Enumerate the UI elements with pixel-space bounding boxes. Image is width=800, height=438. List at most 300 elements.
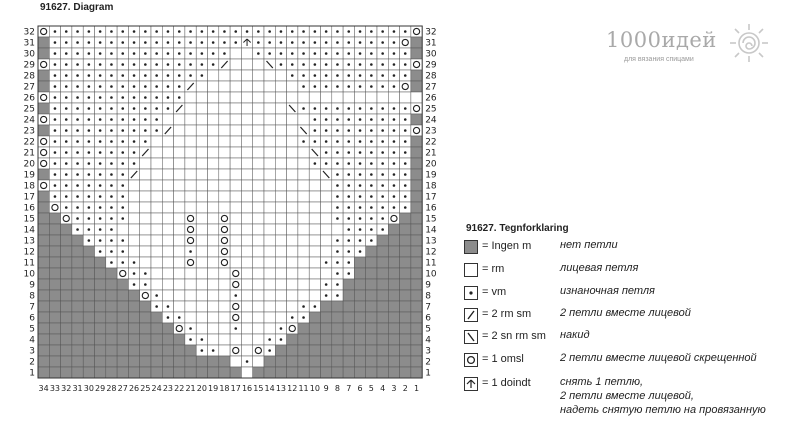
chart-cell (275, 103, 286, 114)
chart-cell (377, 268, 388, 279)
chart-cell (309, 356, 320, 367)
row-label-left: 10 (23, 269, 35, 280)
purl-dot (336, 118, 339, 121)
row-label-right: 14 (425, 225, 437, 236)
chart-cell (140, 356, 151, 367)
purl-dot (167, 85, 170, 88)
purl-dot (76, 140, 79, 143)
chart-cell (354, 323, 365, 334)
purl-dot (336, 41, 339, 44)
chart-cell (38, 312, 49, 323)
chart-cell (219, 158, 230, 169)
chart-cell (366, 301, 377, 312)
purl-dot (178, 30, 181, 33)
purl-dot (110, 63, 113, 66)
chart-cell (332, 367, 343, 378)
column-label: 23 (162, 384, 174, 393)
chart-cell (174, 147, 185, 158)
purl-dot (76, 74, 79, 77)
chart-cell (411, 279, 422, 290)
chart-cell (38, 235, 49, 246)
chart-cell (275, 191, 286, 202)
column-label: 10 (309, 384, 320, 393)
purl-dot (133, 162, 136, 165)
chart-cell (298, 158, 309, 169)
chart-cell (208, 257, 219, 268)
chart-cell (95, 312, 106, 323)
purl-dot (144, 107, 147, 110)
chart-cell (185, 202, 196, 213)
purl-dot (54, 30, 57, 33)
purl-dot (370, 63, 373, 66)
purl-dot (381, 41, 384, 44)
row-label-right: 3 (425, 346, 431, 357)
purl-dot (280, 41, 283, 44)
chart-cell (208, 202, 219, 213)
chart-cell (275, 246, 286, 257)
column-label: 18 (219, 384, 230, 393)
purl-dot (133, 261, 136, 264)
grey-square-icon (464, 240, 478, 254)
purl-dot (359, 151, 362, 154)
purl-dot (65, 85, 68, 88)
chart-cell (95, 301, 106, 312)
purl-dot (121, 162, 124, 165)
chart-cell (230, 136, 241, 147)
column-label: 12 (287, 384, 298, 393)
column-label: 13 (275, 384, 287, 393)
chart-cell (230, 235, 241, 246)
chart-cell (241, 114, 252, 125)
chart-cell (241, 235, 252, 246)
chart-cell (275, 202, 286, 213)
chart-cell (140, 367, 151, 378)
purl-dot (76, 107, 79, 110)
purl-dot (88, 239, 91, 242)
chart-cell (196, 180, 207, 191)
chart-cell (343, 290, 354, 301)
chart-cell (140, 191, 151, 202)
chart-cell (309, 290, 320, 301)
chart-cell (377, 235, 388, 246)
chart-cell (343, 92, 354, 103)
chart-cell (275, 158, 286, 169)
chart-cell (377, 367, 388, 378)
purl-dot (99, 96, 102, 99)
purl-dot (381, 107, 384, 110)
chart-cell (162, 246, 173, 257)
purl-dot (144, 85, 147, 88)
purl-dot (201, 74, 204, 77)
chart-cell (287, 81, 298, 92)
chart-cell (72, 268, 83, 279)
purl-dot (167, 52, 170, 55)
chart-cell (411, 147, 422, 158)
chart-cell (287, 279, 298, 290)
chart-cell (321, 92, 332, 103)
chart-cell (38, 356, 49, 367)
chart-cell (388, 356, 399, 367)
row-label-left: 5 (29, 324, 35, 335)
chart-cell (298, 345, 309, 356)
chart-cell (411, 257, 422, 268)
chart-cell (151, 279, 162, 290)
purl-dot (88, 107, 91, 110)
chart-cell (309, 202, 320, 213)
purl-dot (325, 151, 328, 154)
chart-cell (241, 268, 252, 279)
chart-cell (411, 334, 422, 345)
purl-dot (347, 41, 350, 44)
purl-dot (144, 74, 147, 77)
doindt-square-icon (464, 377, 478, 391)
chart-cell (411, 323, 422, 334)
chart-cell (411, 356, 422, 367)
purl-dot (133, 41, 136, 44)
chart-cell (219, 356, 230, 367)
purl-dot (121, 206, 124, 209)
chart-cell (241, 312, 252, 323)
chart-cell (83, 290, 94, 301)
purl-dot (381, 228, 384, 231)
chart-cell (128, 345, 139, 356)
chart-cell (83, 301, 94, 312)
purl-dot (144, 118, 147, 121)
chart-cell (174, 213, 185, 224)
purl-dot (347, 261, 350, 264)
chart-cell (128, 323, 139, 334)
column-label: 4 (380, 384, 386, 393)
row-label-left: 3 (29, 346, 35, 357)
chart-cell (309, 323, 320, 334)
purl-dot (178, 96, 181, 99)
chart-cell (321, 301, 332, 312)
purl-dot (370, 85, 373, 88)
purl-dot (121, 107, 124, 110)
chart-cell (377, 323, 388, 334)
purl-dot (370, 217, 373, 220)
column-label: 21 (185, 384, 196, 393)
chart-cell (377, 301, 388, 312)
chart-cell (140, 345, 151, 356)
chart-cell (38, 257, 49, 268)
chart-cell (287, 356, 298, 367)
chart-cell (241, 334, 252, 345)
purl-dot (65, 52, 68, 55)
chart-cell (230, 246, 241, 257)
chart-cell (185, 345, 196, 356)
chart-cell (117, 367, 128, 378)
chart-cell (264, 224, 275, 235)
chart-cell (72, 257, 83, 268)
chart-cell (411, 367, 422, 378)
chart-cell (83, 334, 94, 345)
chart-cell (241, 147, 252, 158)
chart-cell (400, 279, 411, 290)
purl-dot (178, 74, 181, 77)
chart-cell (287, 246, 298, 257)
chart-cell (309, 92, 320, 103)
chart-cell (95, 334, 106, 345)
purl-dot (280, 63, 283, 66)
chart-cell (287, 345, 298, 356)
row-label-right: 24 (425, 115, 437, 126)
purl-dot (381, 173, 384, 176)
purl-dot (336, 107, 339, 110)
purl-dot (201, 30, 204, 33)
chart-cell (128, 246, 139, 257)
purl-dot (359, 239, 362, 242)
chart-cell (174, 224, 185, 235)
chart-cell (49, 279, 60, 290)
chart-cell (185, 290, 196, 301)
chart-cell (388, 224, 399, 235)
purl-dot (268, 338, 271, 341)
purl-dot (110, 129, 113, 132)
column-label: 22 (174, 384, 185, 393)
chart-cell (162, 158, 173, 169)
purl-dot (65, 173, 68, 176)
chart-cell (128, 312, 139, 323)
purl-dot (178, 316, 181, 319)
chart-cell (196, 158, 207, 169)
chart-cell (400, 257, 411, 268)
purl-dot (133, 140, 136, 143)
chart-cell (241, 169, 252, 180)
row-label-right: 13 (425, 236, 437, 247)
chart-cell (411, 81, 422, 92)
chart-cell (275, 301, 286, 312)
purl-dot (88, 85, 91, 88)
chart-cell (219, 136, 230, 147)
chart-cell (400, 235, 411, 246)
chart-cell (253, 92, 264, 103)
chart-cell (343, 301, 354, 312)
chart-cell (264, 114, 275, 125)
purl-dot (167, 41, 170, 44)
chart-cell (366, 279, 377, 290)
purl-dot (234, 327, 237, 330)
row-label-left: 23 (23, 126, 35, 137)
purl-dot (212, 52, 215, 55)
purl-dot (268, 349, 271, 352)
row-label-right: 5 (425, 324, 431, 335)
chart-cell (162, 169, 173, 180)
chart-cell (230, 158, 241, 169)
chart-cell (287, 257, 298, 268)
purl-dot (88, 206, 91, 209)
column-label: 1 (414, 384, 420, 393)
chart-cell (241, 301, 252, 312)
chart-cell (72, 356, 83, 367)
column-label: 32 (61, 384, 72, 393)
purl-dot (88, 228, 91, 231)
row-label-left: 26 (23, 93, 35, 104)
chart-cell (287, 180, 298, 191)
chart-cell (83, 279, 94, 290)
purl-dot (370, 228, 373, 231)
chart-cell (162, 323, 173, 334)
chart-cell (264, 213, 275, 224)
chart-cell (411, 136, 422, 147)
purl-dot (189, 30, 192, 33)
purl-dot (314, 41, 317, 44)
chart-cell (219, 103, 230, 114)
row-label-right: 21 (425, 148, 437, 159)
purl-dot (167, 63, 170, 66)
purl-dot (99, 239, 102, 242)
purl-dot (155, 96, 158, 99)
chart-cell (196, 301, 207, 312)
purl-dot (121, 151, 124, 154)
chart-cell (411, 125, 422, 136)
purl-dot (393, 74, 396, 77)
chart-cell (309, 257, 320, 268)
purl-dot (144, 41, 147, 44)
purl-dot (121, 250, 124, 253)
chart-cell (117, 323, 128, 334)
purl-dot (291, 30, 294, 33)
chart-cell (38, 92, 49, 103)
chart-cell (61, 290, 72, 301)
chart-cell (264, 81, 275, 92)
chart-cell (38, 290, 49, 301)
chart-cell (208, 356, 219, 367)
chart-cell (275, 290, 286, 301)
chart-cell (117, 279, 128, 290)
chart-cell (174, 257, 185, 268)
purl-dot (381, 74, 384, 77)
chart-cell (128, 367, 139, 378)
chart-cell (174, 246, 185, 257)
chart-cell (298, 191, 309, 202)
chart-cell (196, 235, 207, 246)
chart-cell (241, 48, 252, 59)
chart-cell (106, 301, 117, 312)
purl-dot (325, 283, 328, 286)
purl-dot (381, 85, 384, 88)
row-label-left: 13 (23, 236, 35, 247)
chart-cell (196, 202, 207, 213)
purl-dot (381, 30, 384, 33)
purl-dot (88, 173, 91, 176)
column-label: 6 (357, 384, 363, 393)
purl-dot (88, 52, 91, 55)
chart-cell (241, 158, 252, 169)
chart-cell (196, 81, 207, 92)
purl-dot (393, 140, 396, 143)
chart-cell (275, 345, 286, 356)
row-label-left: 16 (23, 203, 35, 214)
column-label: 9 (323, 384, 329, 393)
chart-cell (241, 367, 252, 378)
chart-cell (208, 334, 219, 345)
chart-cell (208, 213, 219, 224)
row-label-left: 29 (23, 60, 35, 71)
chart-cell (309, 367, 320, 378)
chart-cell (321, 268, 332, 279)
chart-cell (343, 345, 354, 356)
row-label-right: 17 (425, 192, 437, 203)
row-label-left: 8 (29, 291, 35, 302)
purl-dot (110, 41, 113, 44)
purl-dot (336, 283, 339, 286)
chart-cell (151, 136, 162, 147)
purl-dot (359, 173, 362, 176)
purl-dot (336, 63, 339, 66)
chart-cell (309, 213, 320, 224)
chart-cell (354, 312, 365, 323)
chart-cell (411, 92, 422, 103)
chart-cell (128, 213, 139, 224)
chart-cell (208, 191, 219, 202)
chart-cell (230, 147, 241, 158)
purl-dot (144, 52, 147, 55)
slash-square-icon (464, 308, 478, 322)
purl-dot (76, 184, 79, 187)
logo-text: 1000идей (606, 28, 717, 52)
chart-cell (253, 59, 264, 70)
purl-dot (336, 129, 339, 132)
purl-dot (234, 294, 237, 297)
purl-dot (404, 184, 407, 187)
chart-cell (151, 180, 162, 191)
chart-cell (388, 345, 399, 356)
chart-cell (388, 213, 399, 224)
row-label-left: 12 (23, 247, 35, 258)
chart-cell (400, 81, 411, 92)
purl-dot (302, 305, 305, 308)
purl-dot (280, 30, 283, 33)
chart-cell (230, 59, 241, 70)
chart-cell (162, 257, 173, 268)
chart-cell (162, 114, 173, 125)
purl-dot (110, 261, 113, 264)
purl-dot (110, 52, 113, 55)
chart-cell (140, 180, 151, 191)
chart-cell (208, 180, 219, 191)
chart-cell (366, 268, 377, 279)
purl-dot (291, 41, 294, 44)
chart-cell (49, 356, 60, 367)
chart-cell (95, 257, 106, 268)
purl-dot (155, 129, 158, 132)
purl-dot (144, 96, 147, 99)
chart-cell (287, 125, 298, 136)
chart-cell (38, 246, 49, 257)
chart-cell (151, 312, 162, 323)
purl-dot (314, 74, 317, 77)
chart-cell (366, 367, 377, 378)
chart-cell (309, 345, 320, 356)
chart-cell (253, 323, 264, 334)
purl-dot (54, 173, 57, 176)
chart-cell (38, 169, 49, 180)
chart-cell (230, 70, 241, 81)
purl-dot (110, 140, 113, 143)
chart-cell (219, 345, 230, 356)
chart-cell (241, 345, 252, 356)
purl-dot (99, 63, 102, 66)
purl-dot (65, 107, 68, 110)
column-label: 27 (117, 384, 128, 393)
chart-cell (400, 334, 411, 345)
column-label: 5 (368, 384, 374, 393)
chart-cell (287, 235, 298, 246)
purl-dot (404, 74, 407, 77)
chart-cell (230, 224, 241, 235)
purl-dot (76, 63, 79, 66)
